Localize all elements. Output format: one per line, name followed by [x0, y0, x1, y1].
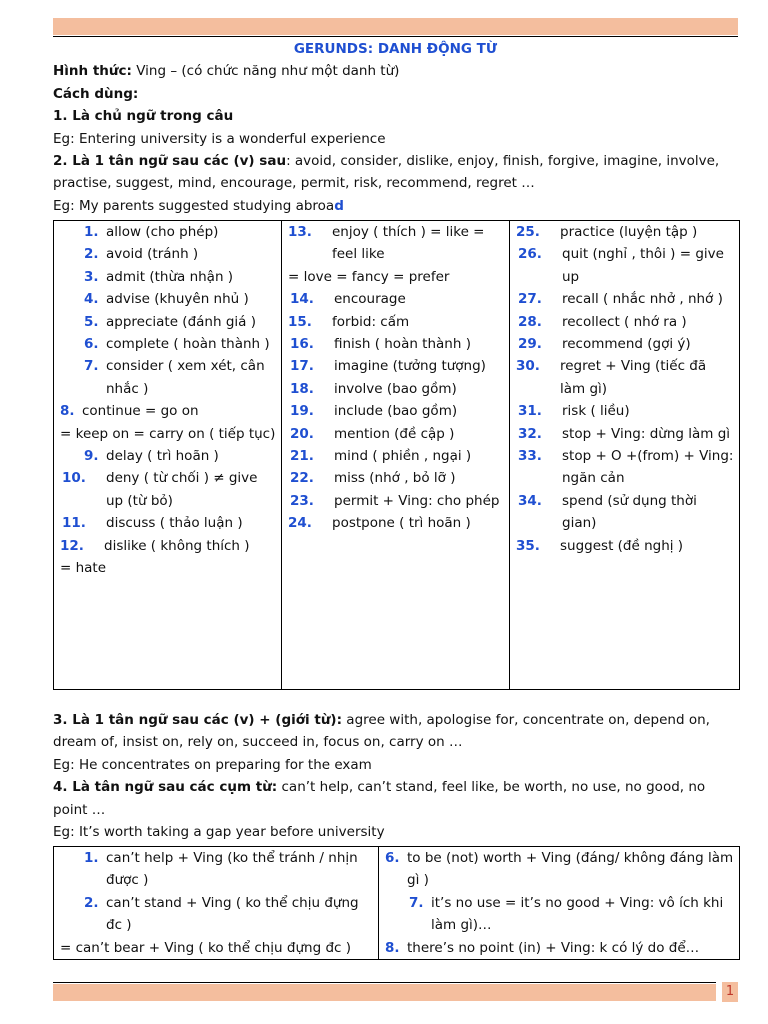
item-number: 25. [516, 224, 540, 240]
item-text: can’t help + Ving (ko thể tránh / nhịn được ) [106, 850, 358, 889]
item-text: advise (khuyên nhủ ) [106, 291, 249, 308]
verbs-column-1 [54, 221, 282, 690]
item-number: 9. [84, 448, 99, 465]
list-item [60, 355, 277, 400]
top-section [53, 38, 743, 217]
item-number: 27. [518, 291, 542, 308]
item-text: involve (bao gồm) [334, 380, 457, 397]
item-text: regret + Ving (tiếc đã làm gì) [560, 358, 707, 397]
item-number: 8. [60, 403, 75, 420]
item-number: 7. [409, 894, 424, 911]
item-number: 1. [84, 224, 99, 240]
list-item [288, 400, 505, 422]
item-number: 28. [518, 313, 542, 330]
list-item [288, 490, 505, 512]
item-number: 20. [290, 425, 314, 442]
item-number: 5. [84, 313, 99, 330]
list-item [516, 221, 735, 243]
list-item [516, 535, 735, 557]
item-number: 32. [518, 425, 542, 442]
list-item [60, 445, 277, 467]
item-number: 7. [84, 358, 99, 375]
list-item [288, 333, 505, 355]
page-title: GERUNDS: DANH ĐỘNG TỪ [293, 41, 498, 57]
phrases-table [53, 846, 740, 960]
item-number: 35. [516, 537, 540, 554]
list-item [60, 311, 277, 333]
footer-rule [53, 982, 716, 983]
list-item [516, 355, 735, 400]
form-line [53, 60, 743, 82]
page-number: 1 [722, 982, 738, 1002]
item-text: imagine (tưởng tượng) [334, 358, 486, 375]
item-text: forbid: cấm [332, 313, 410, 330]
item-text: enjoy ( thích ) = like = feel like [332, 224, 485, 263]
list-item [516, 400, 735, 422]
list-item [60, 892, 374, 937]
list-item [516, 311, 735, 333]
item-number: 34. [518, 492, 542, 509]
item-number: 6. [84, 336, 99, 353]
item-text: to be (not) worth + Ving (đáng/ không đáng làm gì ) [407, 850, 734, 889]
item-text: deny ( từ chối ) ≠ give up (từ bỏ) [106, 470, 258, 509]
item-number: 8. [385, 939, 400, 956]
list-item [516, 423, 735, 445]
item-text: encourage [334, 291, 406, 308]
item-text: recall ( nhắc nhở , nhớ ) [562, 291, 723, 308]
item-number: 31. [518, 403, 542, 420]
form-text: Ving – (có chức năng như một danh từ) [131, 63, 400, 80]
list-item [288, 423, 505, 445]
list-item [288, 311, 505, 333]
list-item [60, 400, 277, 422]
list-item [288, 512, 505, 534]
list-item [288, 221, 505, 266]
header-band [53, 18, 738, 35]
item-text: allow (cho phép) [106, 224, 219, 240]
list-item [288, 445, 505, 467]
list-item [288, 467, 505, 489]
item-text: mention (đề cập ) [334, 425, 455, 442]
section-3-text: 3. Là 1 tân ngữ sau các (v) + (giới từ): agree with, apologise for, concentrate on, depend on, dream of, insist on, rely on, succeed in, focus on, carry on … [53, 712, 710, 751]
item-text: spend (sử dụng thời gian) [562, 492, 697, 532]
list-item [60, 333, 277, 355]
item-text: mind ( phiền , ngại ) [334, 448, 472, 465]
item-number: 1. [84, 850, 99, 866]
list-item [60, 557, 277, 579]
item-text: = can’t bear + Ving ( ko thể chịu đựng đc ) [60, 939, 351, 956]
item-number: 17. [290, 358, 314, 375]
list-item [60, 467, 277, 512]
item-number: 19. [290, 403, 314, 420]
item-text: discuss ( thảo luận ) [106, 515, 243, 532]
list-item [60, 937, 374, 959]
item-text: dislike ( không thích ) [104, 537, 250, 554]
item-text: continue = go on [82, 403, 199, 420]
verbs-column-2 [282, 221, 510, 690]
item-text: quit (nghỉ , thôi ) = give up [562, 246, 724, 285]
item-number: 21. [290, 448, 314, 465]
item-text: it’s no use = it’s no good + Ving: vô ích khi làm gì)… [431, 894, 724, 934]
bottom-section [53, 709, 743, 843]
list-item [516, 333, 735, 355]
list-item [60, 288, 277, 310]
list-item [288, 266, 505, 288]
list-item [516, 445, 735, 490]
list-item [60, 847, 374, 892]
item-text: risk ( liều) [562, 403, 630, 420]
section-4-example: Eg: It’s worth taking a gap year before university [53, 824, 385, 841]
item-number: 33. [518, 448, 542, 465]
header-rule [53, 36, 738, 37]
phrases-column-right [379, 847, 740, 960]
item-text: there’s no point (in) + Ving: k có lý do để… [407, 939, 700, 956]
item-number: 12. [60, 537, 84, 554]
item-text: finish ( hoàn thành ) [334, 336, 471, 353]
item-number: 23. [290, 492, 314, 509]
section-4-text: 4. Là tân ngữ sau các cụm từ: can’t help, can’t stand, feel like, be worth, no use, no good, no point … [53, 779, 706, 818]
list-item [288, 355, 505, 377]
item-text: consider ( xem xét, cân nhắc ) [106, 358, 265, 397]
item-text: = love = fancy = prefer [288, 268, 450, 285]
list-item [60, 266, 277, 288]
item-number: 30. [516, 358, 540, 375]
item-number: 18. [290, 380, 314, 397]
item-number: 4. [84, 291, 99, 308]
list-item [516, 490, 735, 535]
item-number: 15. [288, 313, 312, 330]
item-number: 22. [290, 470, 314, 487]
list-item [60, 243, 277, 265]
verbs-table [53, 220, 740, 690]
form-label: Hình thức: [53, 63, 132, 80]
list-item [60, 221, 277, 243]
item-text: suggest (đề nghị ) [560, 537, 684, 554]
item-number: 29. [518, 336, 542, 353]
item-text: avoid (tránh ) [106, 246, 199, 263]
item-number: 2. [84, 246, 99, 263]
verbs-column-3 [510, 221, 740, 690]
item-text: = hate [60, 560, 107, 577]
item-number: 26. [518, 246, 542, 263]
item-number: 6. [385, 850, 400, 866]
phrases-column-left [54, 847, 379, 960]
item-text: complete ( hoàn thành ) [106, 336, 270, 353]
section-2-text: 2. Là 1 tân ngữ sau các (v) sau: avoid, consider, dislike, enjoy, finish, forgive, imagine, involve, practise, suggest, mind, encourage, permit, risk, recommend, regret … [53, 153, 720, 192]
item-number: 24. [288, 515, 312, 532]
section-1-example: Eg: Entering university is a wonderful experience [53, 130, 386, 147]
item-text: = keep on = carry on ( tiếp tục) [60, 425, 276, 442]
usage-heading: Cách dùng: [53, 85, 139, 102]
item-number: 3. [84, 268, 99, 285]
section-1-heading: 1. Là chủ ngữ trong câu [53, 108, 234, 125]
item-text: delay ( trì hoãn ) [106, 448, 219, 465]
item-text: recommend (gợi ý) [562, 336, 691, 353]
footer-band [53, 984, 716, 1001]
list-item [516, 243, 735, 288]
list-item [60, 423, 277, 445]
item-number: 14. [290, 291, 314, 308]
item-text: include (bao gồm) [334, 403, 458, 420]
item-number: 10. [62, 470, 86, 487]
item-text: appreciate (đánh giá ) [106, 313, 256, 330]
section-3-example: Eg: He concentrates on preparing for the exam [53, 756, 372, 773]
item-number: 16. [290, 336, 314, 353]
list-item [60, 512, 277, 534]
list-item [385, 937, 735, 959]
item-text: stop + O +(from) + Ving: ngăn cản [562, 448, 734, 487]
item-text: can’t stand + Ving ( ko thể chịu đựng đc ) [106, 894, 359, 934]
list-item [288, 378, 505, 400]
list-item [385, 847, 735, 892]
item-number: 11. [62, 515, 86, 532]
item-text: practice (luyện tập ) [560, 224, 698, 240]
item-text: stop + Ving: dừng làm gì [562, 425, 731, 442]
list-item [516, 288, 735, 310]
item-text: permit + Ving: cho phép [334, 492, 500, 509]
section-2-example: Eg: My parents suggested studying abroad [53, 197, 344, 214]
list-item [60, 535, 277, 557]
item-number: 2. [84, 894, 99, 911]
item-text: admit (thừa nhận ) [106, 268, 234, 285]
list-item [288, 288, 505, 310]
list-item [385, 892, 735, 937]
item-text: recollect ( nhớ ra ) [562, 313, 687, 330]
item-text: postpone ( trì hoãn ) [332, 515, 471, 532]
item-text: miss (nhớ , bỏ lỡ ) [334, 470, 456, 487]
item-number: 13. [288, 224, 312, 240]
